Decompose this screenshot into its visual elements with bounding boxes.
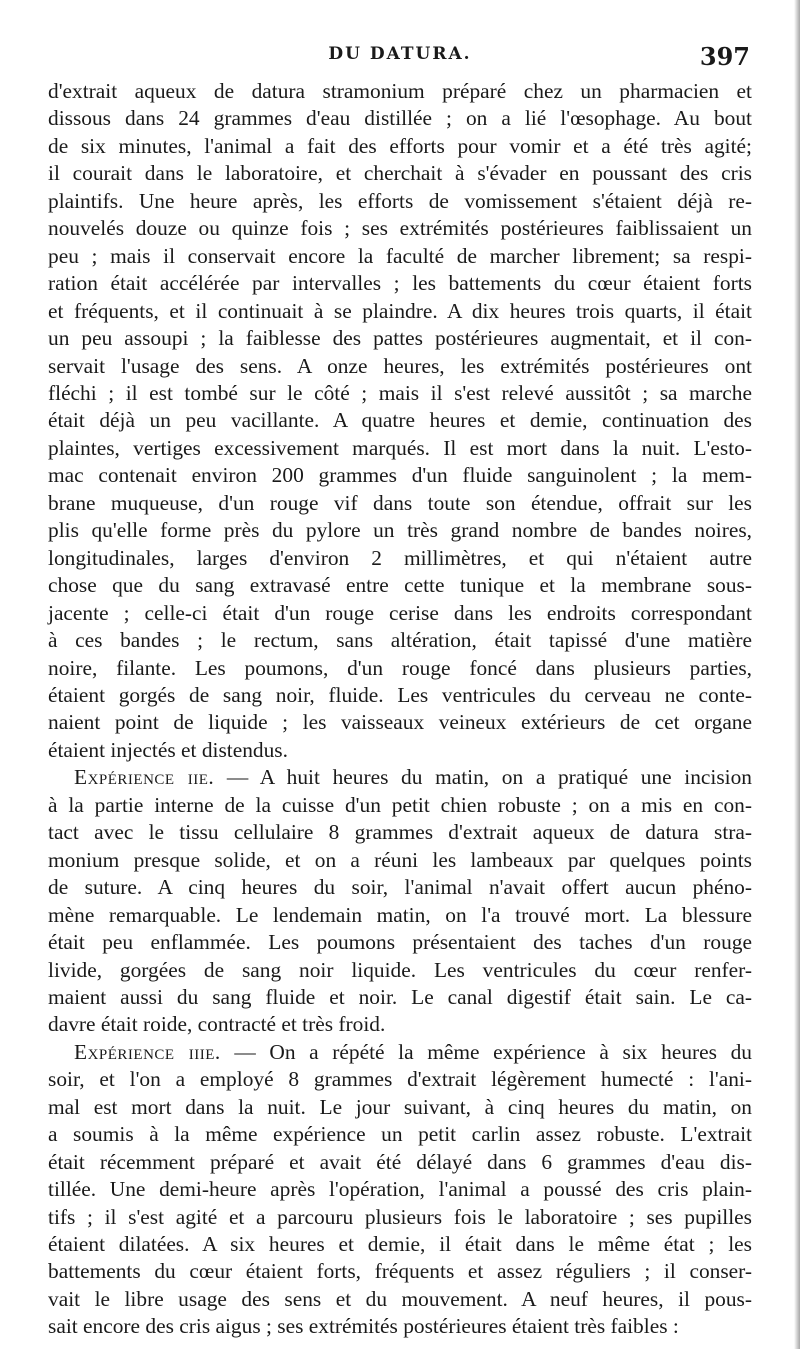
text-line: étaient injectés et distendus. bbox=[48, 737, 288, 762]
text-line: plaintes, vertiges excessivement marqués. Il est mort dans la nuit. L'esto- bbox=[48, 435, 752, 460]
text-line: mal est mort dans la nuit. Le jour suivant, à cinq heures du matin, on bbox=[48, 1094, 752, 1119]
text-line: battements du cœur étaient forts, fréquents et assez réguliers ; il conser- bbox=[48, 1259, 752, 1284]
text-line: était récemment préparé et avait été délayé dans 6 grammes d'eau dis- bbox=[48, 1149, 752, 1174]
text-line: étaient gorgés de sang noir, fluide. Les ventricules du cerveau ne conte- bbox=[48, 682, 752, 707]
text-line: dissous dans 24 grammes d'eau distillée ; on a lié l'œsophage. Au bout bbox=[48, 106, 752, 131]
text-line: naient point de liquide ; les vaisseaux veineux extérieurs de cet organe bbox=[48, 710, 752, 735]
text-line: à la partie interne de la cuisse d'un petit chien robuste ; on a mis en con- bbox=[48, 792, 752, 817]
text-line: livide, gorgées de sang noir liquide. Les ventricules du cœur renfer- bbox=[48, 957, 752, 982]
text-line: nouvelés douze ou quinze fois ; ses extrémités postérieures faiblissaient un bbox=[48, 216, 752, 241]
text-line: fléchi ; il est tombé sur le côté ; mais il s'est relevé aussitôt ; sa marche bbox=[48, 380, 752, 405]
body-text bbox=[48, 78, 752, 1341]
text-line: il courait dans le laboratoire, et cherchait à s'évader en poussant des cris bbox=[48, 161, 752, 186]
text-line: étaient dilatées. A six heures et demie, il était dans le même état ; les bbox=[48, 1232, 752, 1257]
text-line: tillée. Une demi-heure après l'opération, l'animal a poussé des cris plain- bbox=[48, 1177, 752, 1202]
running-title: DU DATURA. bbox=[328, 44, 472, 64]
text-line: à ces bandes ; le rectum, sans altération, était tapissé d'une matière bbox=[48, 628, 752, 653]
text-line: servait l'usage des sens. A onze heures, les extrémités postérieures ont bbox=[48, 353, 752, 378]
experiment-label: Expérience iiie. bbox=[74, 1039, 221, 1064]
text-line: d'extrait aqueux de datura stramonium préparé chez un pharmacien et bbox=[48, 79, 752, 103]
paragraph bbox=[48, 1039, 752, 1341]
text-line: plis qu'elle forme près du pylore un très grand nombre de bandes noires, bbox=[48, 518, 752, 543]
text-line: tifs ; il s'est agité et a parcouru plusieurs fois le laboratoire ; ses pupilles bbox=[48, 1204, 752, 1229]
page-number: 397 bbox=[699, 42, 750, 71]
text-line: monium presque solide, et on a réuni les lambeaux par quelques points bbox=[48, 847, 752, 872]
text-line: un peu assoupi ; la faiblesse des pattes postérieures augmentait, et il con- bbox=[48, 326, 752, 351]
text-line: brane muqueuse, d'un rouge vif dans toute son étendue, offrait sur les bbox=[48, 490, 752, 515]
text-line: Expérience iie. — A huit heures du matin, on a pratiqué une incision bbox=[74, 765, 752, 790]
text-line: de six minutes, l'animal a fait des efforts pour vomir et a été très agité; bbox=[48, 133, 752, 158]
paragraph bbox=[48, 78, 752, 764]
text-line: a soumis à la même expérience un petit carlin assez robuste. L'extrait bbox=[48, 1122, 752, 1147]
text-line: et fréquents, et il continuait à se plaindre. A dix heures trois quarts, il était bbox=[48, 298, 752, 323]
text-line: mène remarquable. Le lendemain matin, on l'a trouvé mort. La blessure bbox=[48, 902, 752, 927]
text-line: mac contenait environ 200 grammes d'un fluide sanguinolent ; la mem- bbox=[48, 463, 752, 488]
running-head bbox=[48, 42, 752, 78]
text-line: ration était accélérée par intervalles ; les battements du cœur étaient forts bbox=[48, 271, 752, 296]
text-line: maient aussi du sang fluide et noir. Le canal digestif était sain. Le ca- bbox=[48, 984, 752, 1009]
text-line: jacente ; celle-ci était d'un rouge cerise dans les endroits correspondant bbox=[48, 600, 752, 625]
text-line: tact avec le tissu cellulaire 8 grammes d'extrait aqueux de datura stra- bbox=[48, 820, 752, 845]
text-line: noire, filante. Les poumons, d'un rouge foncé dans plusieurs parties, bbox=[48, 655, 752, 680]
text-line: chose que du sang extravasé entre cette tunique et la membrane sous- bbox=[48, 573, 752, 598]
text-line: Expérience iiie. — On a répété la même expérience à six heures du bbox=[74, 1039, 752, 1064]
experiment-label: Expérience iie. bbox=[74, 765, 215, 790]
text-line: de suture. A cinq heures du soir, l'animal n'avait offert aucun phéno- bbox=[48, 875, 752, 900]
text-line: soir, et l'on a employé 8 grammes d'extrait légèrement humecté : l'ani- bbox=[48, 1067, 752, 1092]
text-line: plaintifs. Une heure après, les efforts de vomissement s'étaient déjà re- bbox=[48, 188, 752, 213]
text-line: était peu enflammée. Les poumons présentaient des taches d'un rouge bbox=[48, 930, 752, 955]
text-line: davre était roide, contracté et très froid. bbox=[48, 1012, 386, 1037]
text-line: vait le libre usage des sens et du mouvement. A neuf heures, il pous- bbox=[48, 1286, 752, 1311]
text-line: était déjà un peu vacillante. A quatre heures et demie, continuation des bbox=[48, 408, 752, 433]
paragraph bbox=[48, 764, 752, 1039]
text-line: sait encore des cris aigus ; ses extrémités postérieures étaient très faibles : bbox=[48, 1314, 679, 1339]
text-line: peu ; mais il conservait encore la faculté de marcher librement; sa respi- bbox=[48, 243, 752, 268]
text-line: longitudinales, larges d'environ 2 millimètres, et qui n'étaient autre bbox=[48, 545, 752, 570]
